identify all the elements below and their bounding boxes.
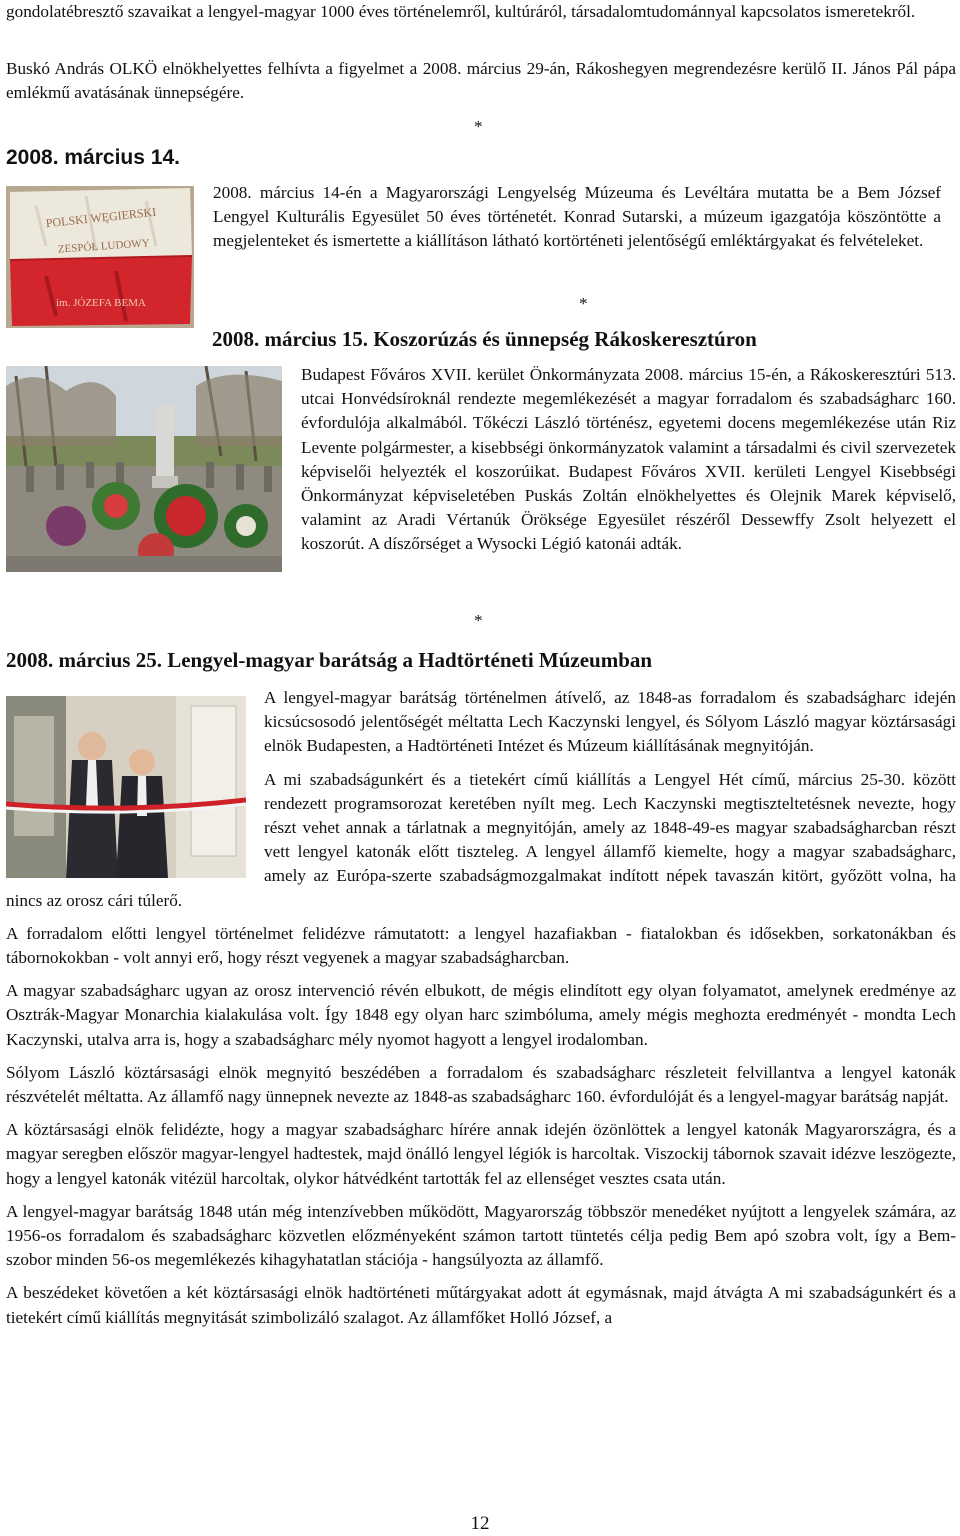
- flag-text-1: POLSKI WĘGIERSKI: [45, 204, 157, 231]
- march25-paragraph-1: A lengyel-magyar barátság történelmen átívelő, az 1848-as forradalom és szabadságharc idején kicsúcsosodó jelentőségét méltatta Lech Kaczynski lengyel, és Sólyom László magyar köztársasági elnök Budapesten, a Hadtörténeti Intézet és Múzeum kiállításának megnyitóján.: [264, 688, 956, 756]
- flag-photo-image: [6, 186, 194, 328]
- march25-paragraph-3: A forradalom előtti lengyel történelmet felidézve rámutatott: a lengyel hazafiakban - fiatalokban és idősekben, sorkatonákban és tábornokokban - volt annyi erő, hogy részt vegyenek a magyar szabadságharcban.: [6, 923, 956, 968]
- photo-float-spacer: [6, 686, 264, 880]
- photo-float-spacer: [6, 363, 301, 576]
- march14-paragraph: 2008. március 14-én a Magyarországi Lengyelség Múzeuma és Levéltára mutatta be a Bem József Lengyel Kulturális Egyesület 50 éves történetét. Konrad Sutarski, a múzeum igazgatója köszöntötte a megjelenteket és ismertette a kiállításon látható kortörténeti jelentőségű emléktárgyakat és felvételeket.: [213, 183, 941, 251]
- march25-paragraph-2: A mi szabadságunkért és a tietekért című kiállítás a Lengyel Hét című, március 25-30. között rendezett programsorozat keretében nyílt meg. Lech Kaczynski megtiszteltetésnek nevezte, hogy részt vehet annak a tárlatnak a megnyitóján, amely az 1848-49-es magyar szabadságharcban részt vett lengyel katonák előtt tiszteleg. A lengyel államfő kiemelte, hogy a magyar szabadságharc, amely az Európa-szerte szabadságmozgalmakat indított népek tavaszán kitört, győzött volna, ha nincs az orosz cári túlerő.: [6, 769, 956, 910]
- march25-paragraph-8: A beszédeket követően a két köztársasági elnök hadtörténeti műtárgyakat adott át egymásnak, majd átvágta A mi szabadságunkért és a tietekért című kiállítás megnyitását szimbolizáló szalagot. Az államfőket Holló József, a: [6, 1283, 956, 1327]
- intro-paragraph-2: Buskó András OLKÖ elnökhelyettes felhívta a figyelmet a 2008. március 29-án, Rákoshegyen megrendezésre kerülő II. János Pál pápa emlékmű avatásának ünnepségére.: [6, 59, 956, 103]
- flag-text-3: im. JÓZEFA BEMA: [56, 297, 146, 309]
- section-heading-march14: 2008. március 14.: [6, 146, 180, 169]
- flag-photo: [6, 186, 194, 328]
- separator-star: *: [474, 611, 483, 630]
- march25-body-wrap: [6, 686, 956, 1330]
- march25-paragraph-7: A lengyel-magyar barátság 1848 után még intenzívebben működött, Magyarország többször menedéket nyújtott a lengyelek számára, az 1956-os forradalom és szabadságharc közvetlen előzményeként számon tartott tüntetés célja pedig Bem apó szobra volt, így a Bem-szobor minden 56-os megemlékezés kihagyhatatlan stációja - hangsúlyozta az államfő.: [6, 1201, 956, 1270]
- flag-text-2: ZESPÓŁ LUDOWY: [57, 237, 151, 256]
- march15-body-wrap: [6, 363, 956, 576]
- march15-paragraph: Budapest Főváros XVII. kerület Önkormányzata 2008. március 15-én, a Rákoskeresztúri 513. utcai Honvédsíroknál rendezte megemlékezését a magyar forradalom és szabadságharc 160. évfordulója alkalmából. Tőkéczi László történész, egyetemi docens megemlékezése után Riz Levente polgármester, a kisebbségi önkormányzatok valamint a társadalmi és civil szervezetek képviselői helyezték el koszorúikat. Budapest Főváros XVII. kerületi Lengyel Kisebbségi Önkormányzat képviseletében Puskás Zoltán elnökhelyettes és Olejnik Marek képviselő, valamint az Aradi Vértanúk Öröksége Egyesület részéről Dessewffy Zsolt helyezett el koszorút. A díszőrséget a Wysocki Légió katonái adták.: [301, 365, 956, 554]
- march25-paragraph-6: A köztársasági elnök felidézte, hogy a magyar szabadságharc hírére annak idején özönlöttek a lengyel katonák Magyarországra, és a magyar seregben először magyar-lengyel hadtestek, majd önálló lengyel légiók is harcoltak. Viszockij tábornok szavait idézve leszögezte, hogy a lengyel katonák vitézül harcoltak, olykor hátvédként tartották fel az ellenséget vesztes csata után.: [6, 1120, 956, 1188]
- march25-paragraph-5: Sólyom László köztársasági elnök megnyitó beszédében a forradalom és szabadságharc részleteit felvillantva a lengyel katonák részvételét méltatta. Az államfő nagy ünnepnek nevezte az 1848-as szabadságharc 160. évfordulóját és a lengyel-magyar barátság napját.: [6, 1062, 956, 1107]
- page-number: 12: [470, 1513, 490, 1534]
- section-heading-march25: 2008. március 25. Lengyel-magyar barátság a Hadtörténeti Múzeumban: [6, 648, 653, 672]
- separator-star: *: [474, 117, 483, 136]
- separator-star: *: [579, 294, 588, 313]
- section-heading-march15: 2008. március 15. Koszorúzás és ünnepség Rákoskeresztúron: [212, 327, 757, 351]
- march25-paragraph-4: A magyar szabadságharc ugyan az orosz intervenció révén elbukott, de mégis elindított egy olyan folyamatot, amelynek eredménye az Osztrák-Magyar Monarchia kialakulása volt. Így 1848 egy olyan harc szimbóluma, amely mégis meghozta eredményét - mondta Lech Kaczynski, utalva arra is, hogy a szabadságharc mély nyomot hagyott a lengyel irodalomban.: [6, 981, 956, 1049]
- intro-paragraph-1: gondolatébresztő szavaikat a lengyel-magyar 1000 éves történelemről, kultúráról, társadalomtudománnyal kapcsolatos ismeretekről.: [6, 2, 916, 21]
